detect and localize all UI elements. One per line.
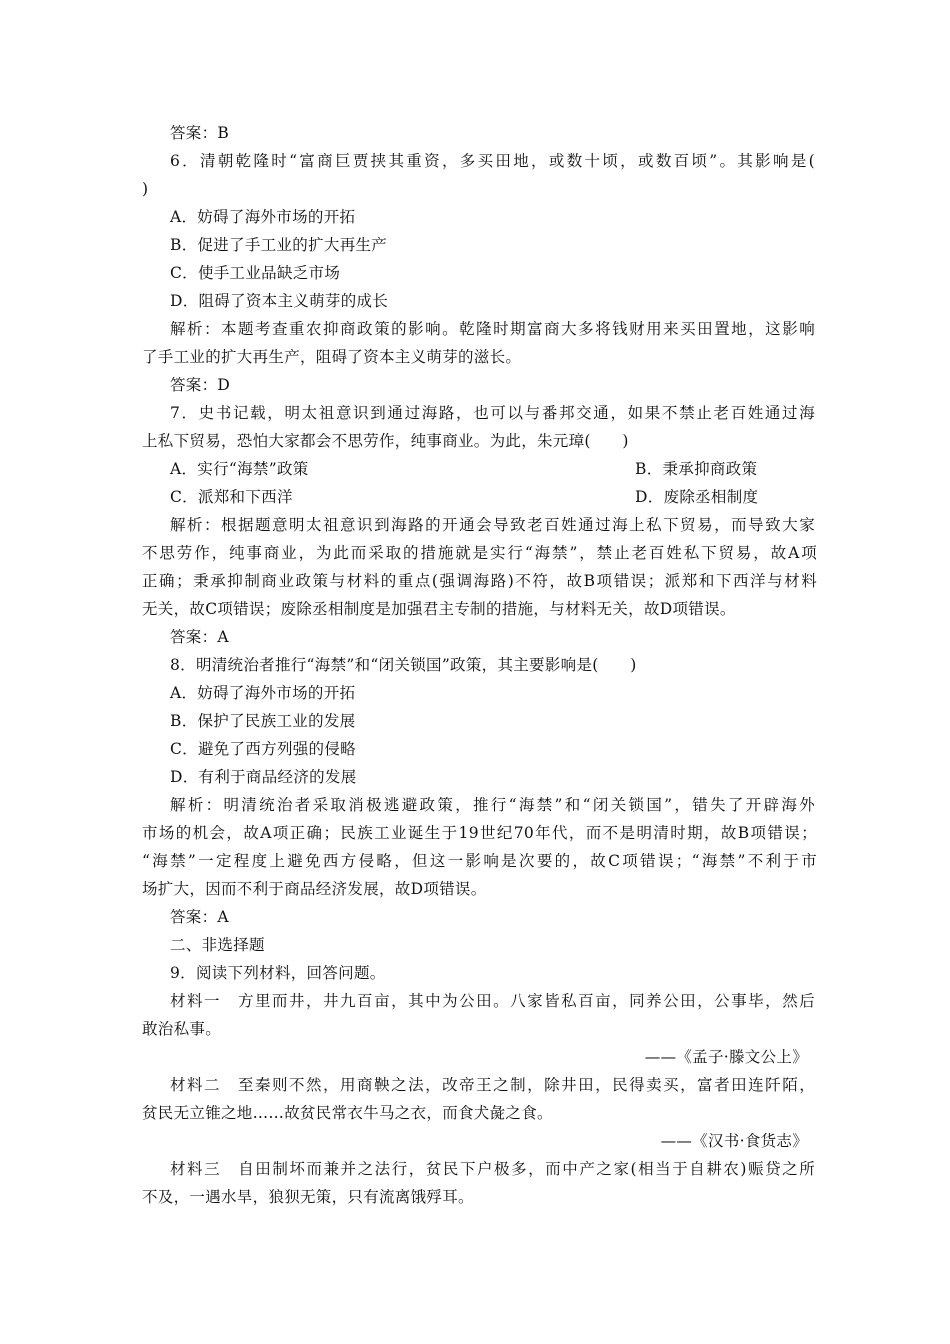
answer-q7: 答案：A [170, 628, 229, 646]
question-6-option-b: B．促进了手工业的扩大再生产 [170, 236, 388, 254]
question-6-stem: 6．清朝乾隆时“富商巨贾挟其重资，多买田地，或数十顷，或数百顷”。其影响是( [170, 152, 815, 170]
material-2-line-2: 贫民无立锥之地……故贫民常衣牛马之衣，而食犬彘之食。 [142, 1104, 553, 1122]
explanation-6-line-1: 解析：本题考查重农抑商政策的影响。乾隆时期富商大多将钱财用来买田置地，这影响 [170, 320, 815, 338]
question-6-option-a: A．妨碍了海外市场的开拓 [170, 208, 356, 226]
explanation-7-line-2: 不思劳作，纯事商业，为此而采取的措施就是实行“海禁”，禁止老百姓私下贸易，故A项 [142, 544, 817, 562]
material-1-line-1: 材料一 方里而井，井九百亩，其中为公田。八家皆私百亩，同养公田，公事毕，然后 [170, 992, 815, 1010]
explanation-8-line-3: “海禁”一定程度上避免西方侵略，但这一影响是次要的，故C项错误；“海禁”不利于市 [142, 852, 817, 870]
question-7-option-c: C．派郑和下西洋 [170, 488, 293, 506]
section-heading-nonchoice: 二、非选择题 [170, 936, 265, 954]
material-1-line-2: 敢治私事。 [142, 1020, 222, 1038]
explanation-7-line-3: 正确；秉承抑制商业政策与材料的重点(强调海路)不符，故B项错误；派郑和下西洋与材料 [142, 572, 817, 590]
explanation-7-line-4: 无关，故C项错误；废除丞相制度是加强君主专制的措施，与材料无关，故D项错误。 [142, 600, 736, 618]
question-8-stem: 8．明清统治者推行“海禁”和“闭关锁国”政策，其主要影响是( ) [170, 656, 637, 674]
answer-q8: 答案：A [170, 908, 229, 926]
question-8-option-a: A．妨碍了海外市场的开拓 [170, 684, 356, 702]
explanation-7-line-1: 解析：根据题意明太祖意识到海路的开通会导致老百姓通过海上私下贸易，而导致大家 [170, 516, 815, 534]
question-7-option-a: A．实行“海禁”政策 [170, 460, 309, 478]
question-8-option-d: D．有利于商品经济的发展 [170, 768, 357, 786]
question-7-options-row-1 [170, 459, 815, 479]
answer-q5: 答案：B [170, 124, 230, 142]
question-8-option-b: B．保护了民族工业的发展 [170, 712, 356, 730]
explanation-6-line-2: 了手工业的扩大再生产，阻碍了资本主义萌芽的滋长。 [142, 348, 522, 366]
question-6-option-d: D．阻碍了资本主义萌芽的成长 [170, 292, 389, 310]
question-6-stem-cont: ) [142, 180, 149, 198]
question-7-stem-cont: 上私下贸易，恐怕大家都会不思劳作，纯事商业。为此，朱元璋( ) [142, 432, 629, 450]
explanation-8-line-2: 市场的机会，故A项正确；民族工业诞生于19世纪70年代，而不是明清时期，故B项错误； [142, 824, 817, 842]
material-2-source: ——《汉书·食货志》 [660, 1132, 808, 1150]
material-3-line-2: 不及，一遇水旱，狼狈无策，只有流离饿殍耳。 [142, 1188, 474, 1206]
question-7-options-row-2 [170, 487, 815, 507]
material-3-line-1: 材料三 自田制坏而兼并之法行，贫民下户极多，而中产之家(相当于自耕农)赈贷之所 [170, 1160, 815, 1178]
question-6-option-c: C．使手工业品缺乏市场 [170, 264, 341, 282]
explanation-8-line-1: 解析：明清统治者采取消极逃避政策，推行“海禁”和“闭关锁国”，错失了开辟海外 [170, 796, 815, 814]
question-7-stem: 7．史书记载，明太祖意识到通过海路，也可以与番邦交通，如果不禁止老百姓通过海 [170, 404, 815, 422]
question-9-stem: 9．阅读下列材料，回答问题。 [170, 964, 386, 982]
question-7-option-b: B．秉承抑商政策 [635, 460, 758, 478]
explanation-8-line-4: 场扩大，因而不利于商品经济发展，故D项错误。 [142, 880, 487, 898]
material-2-line-1: 材料二 至秦则不然，用商鞅之法，改帝王之制，除井田，民得卖买，富者田连阡陌， [170, 1076, 815, 1094]
question-7-option-d: D．废除丞相制度 [635, 488, 759, 506]
question-8-option-c: C．避免了西方列强的侵略 [170, 740, 356, 758]
material-1-source: ——《孟子·滕文公上》 [644, 1048, 808, 1066]
answer-q6: 答案：D [170, 376, 231, 394]
